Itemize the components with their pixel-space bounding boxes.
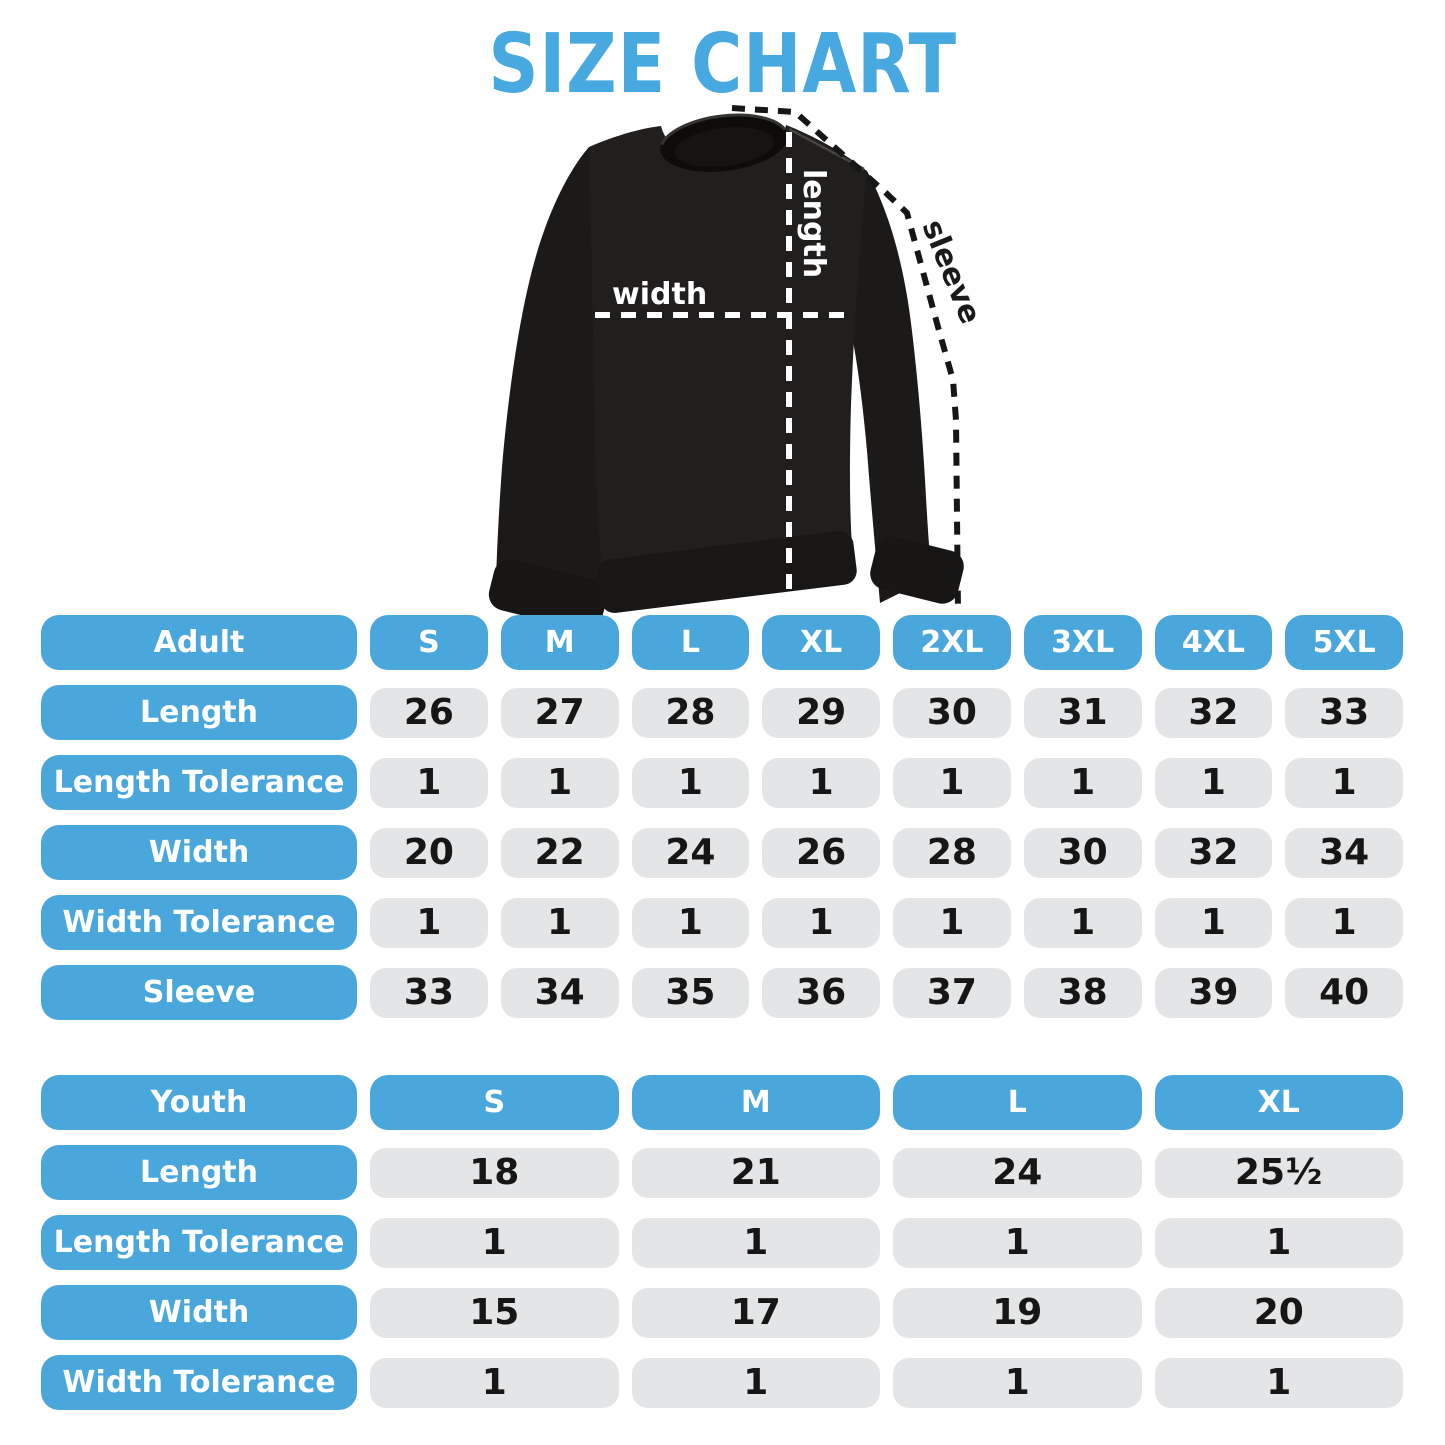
length-measure-label: length [796, 169, 831, 279]
adult-value-cell: 30 [1024, 828, 1142, 878]
youth-value-cell: 18 [370, 1148, 619, 1198]
youth-value-cell: 1 [370, 1218, 619, 1268]
adult-value-cell: 1 [1024, 898, 1142, 948]
youth-size-column-header: L [893, 1075, 1142, 1130]
adult-value-cell: 33 [370, 968, 488, 1018]
adult-row-label: Length [41, 685, 357, 740]
adult-value-cell: 27 [501, 688, 619, 738]
youth-row-label: Width [41, 1285, 357, 1340]
adult-size-column-header: 2XL [893, 615, 1011, 670]
width-measure-label: width [612, 277, 708, 312]
adult-size-column-header: XL [762, 615, 880, 670]
adult-value-cell: 31 [1024, 688, 1142, 738]
adult-value-cell: 26 [370, 688, 488, 738]
adult-value-cell: 1 [501, 898, 619, 948]
youth-size-table [41, 1075, 1403, 1410]
youth-value-cell: 1 [893, 1358, 1142, 1408]
adult-value-cell: 39 [1155, 968, 1273, 1018]
youth-value-cell: 15 [370, 1288, 619, 1338]
youth-size-column-header: XL [1155, 1075, 1404, 1130]
adult-value-cell: 34 [1285, 828, 1403, 878]
adult-value-cell: 34 [501, 968, 619, 1018]
youth-value-cell: 19 [893, 1288, 1142, 1338]
youth-table-header-label: Youth [41, 1075, 357, 1130]
adult-row-label: Width [41, 825, 357, 880]
adult-size-table [41, 615, 1403, 1020]
youth-value-cell: 1 [632, 1218, 881, 1268]
youth-value-cell: 1 [1155, 1358, 1404, 1408]
adult-value-cell: 1 [893, 758, 1011, 808]
adult-value-cell: 1 [1285, 898, 1403, 948]
adult-size-column-header: M [501, 615, 619, 670]
youth-value-cell: 17 [632, 1288, 881, 1338]
adult-value-cell: 20 [370, 828, 488, 878]
adult-value-cell: 1 [1155, 898, 1273, 948]
adult-value-cell: 1 [1155, 758, 1273, 808]
youth-row-label: Length [41, 1145, 357, 1200]
adult-row-label: Sleeve [41, 965, 357, 1020]
adult-value-cell: 1 [632, 898, 750, 948]
sleeve-measure-label: sleeve [914, 214, 988, 329]
adult-value-cell: 1 [370, 758, 488, 808]
adult-value-cell: 29 [762, 688, 880, 738]
adult-value-cell: 38 [1024, 968, 1142, 1018]
sweatshirt-illustration [485, 107, 967, 625]
adult-size-column-header: S [370, 615, 488, 670]
adult-value-cell: 40 [1285, 968, 1403, 1018]
adult-value-cell: 28 [632, 688, 750, 738]
adult-value-cell: 22 [501, 828, 619, 878]
adult-row-label: Width Tolerance [41, 895, 357, 950]
adult-size-column-header: L [632, 615, 750, 670]
youth-row-label: Width Tolerance [41, 1355, 357, 1410]
youth-row-label: Length Tolerance [41, 1215, 357, 1270]
adult-value-cell: 1 [762, 758, 880, 808]
adult-size-column-header: 5XL [1285, 615, 1403, 670]
adult-value-cell: 28 [893, 828, 1011, 878]
adult-value-cell: 1 [501, 758, 619, 808]
adult-value-cell: 32 [1155, 828, 1273, 878]
adult-value-cell: 1 [1285, 758, 1403, 808]
youth-value-cell: 20 [1155, 1288, 1404, 1338]
adult-value-cell: 32 [1155, 688, 1273, 738]
adult-size-column-header: 4XL [1155, 615, 1273, 670]
adult-value-cell: 33 [1285, 688, 1403, 738]
youth-value-cell: 1 [632, 1358, 881, 1408]
youth-value-cell: 1 [893, 1218, 1142, 1268]
adult-value-cell: 1 [893, 898, 1011, 948]
adult-size-column-header: 3XL [1024, 615, 1142, 670]
youth-size-column-header: S [370, 1075, 619, 1130]
page-title-text: SIZE CHART [488, 17, 957, 112]
sweatshirt-measurement-diagram [440, 85, 1020, 625]
youth-value-cell: 24 [893, 1148, 1142, 1198]
youth-value-cell: 1 [1155, 1218, 1404, 1268]
adult-value-cell: 35 [632, 968, 750, 1018]
youth-value-cell: 21 [632, 1148, 881, 1198]
youth-value-cell: 1 [370, 1358, 619, 1408]
adult-value-cell: 36 [762, 968, 880, 1018]
adult-value-cell: 26 [762, 828, 880, 878]
adult-value-cell: 1 [632, 758, 750, 808]
youth-size-column-header: M [632, 1075, 881, 1130]
adult-value-cell: 24 [632, 828, 750, 878]
adult-row-label: Length Tolerance [41, 755, 357, 810]
adult-value-cell: 30 [893, 688, 1011, 738]
adult-value-cell: 1 [1024, 758, 1142, 808]
youth-value-cell: 25¹⁄₂ [1155, 1148, 1404, 1198]
adult-value-cell: 37 [893, 968, 1011, 1018]
adult-value-cell: 1 [762, 898, 880, 948]
adult-table-header-label: Adult [41, 615, 357, 670]
adult-value-cell: 1 [370, 898, 488, 948]
